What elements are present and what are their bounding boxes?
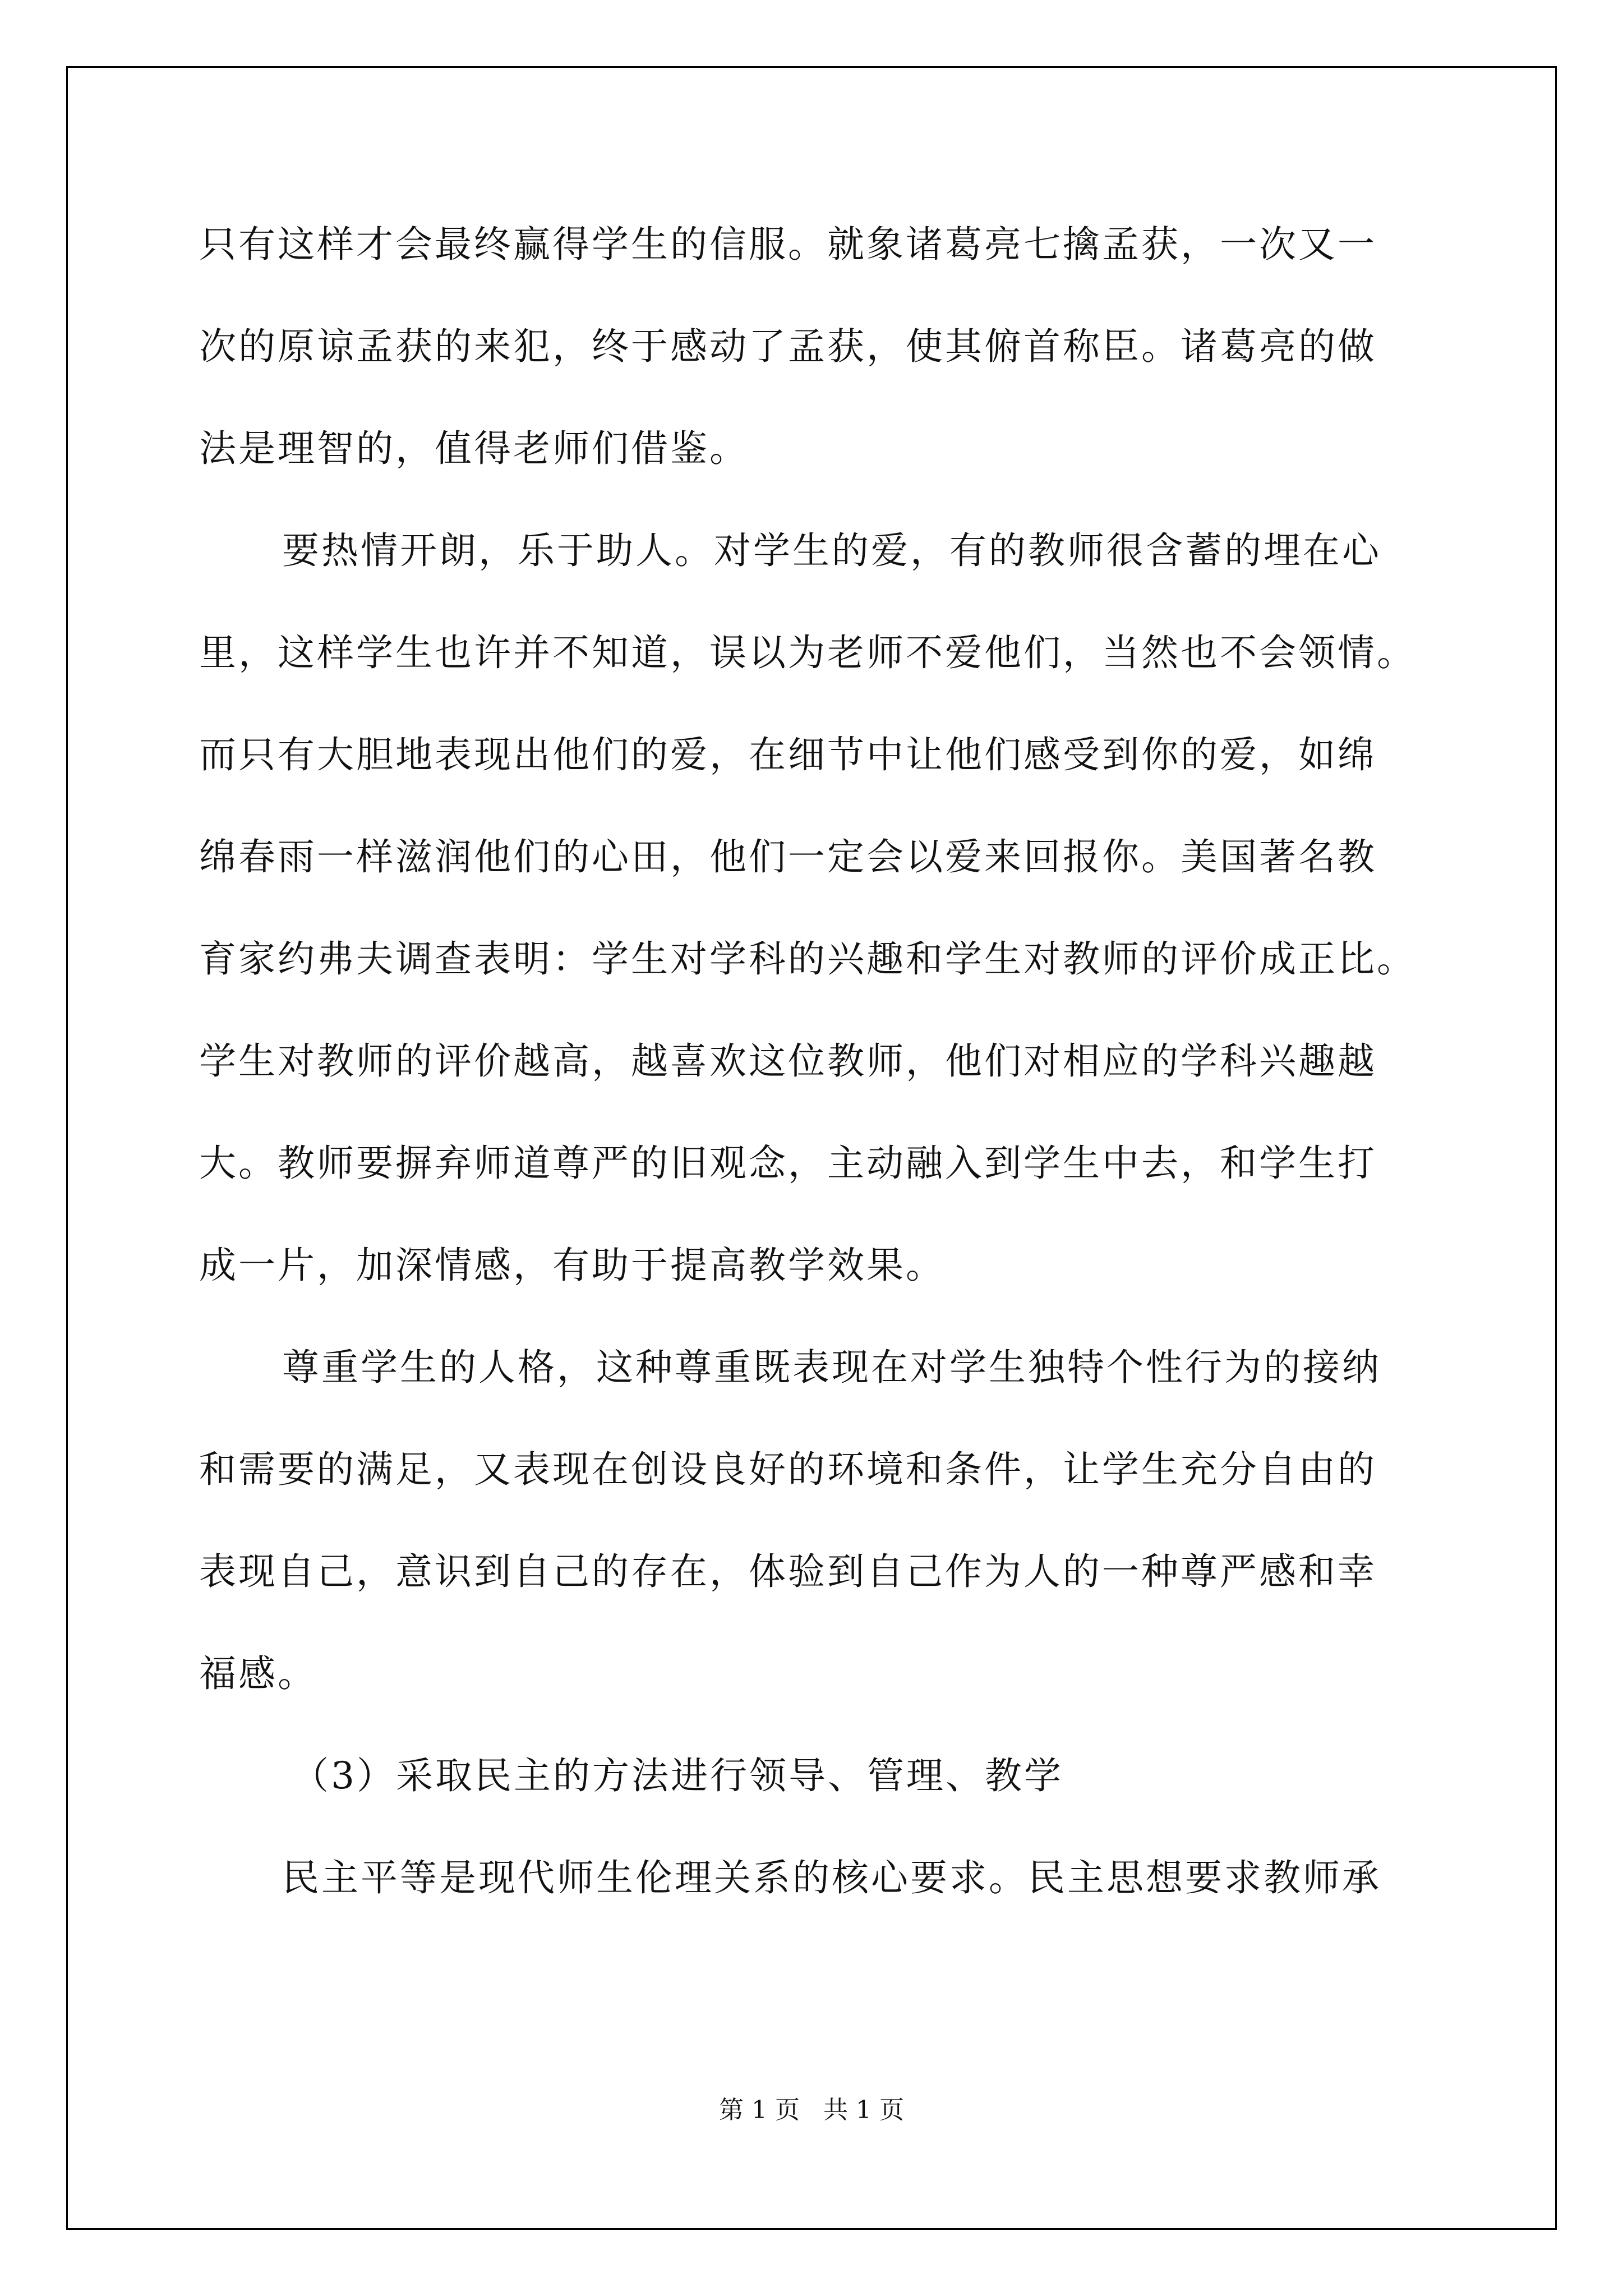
page-footer: [0, 2090, 1623, 2125]
text-line: 次的原谅孟获的来犯，终于感动了孟获，使其俯首称臣。诸葛亮的做: [199, 325, 1377, 368]
text-line: （3）采取民主的方法进行领导、管理、教学: [292, 1754, 1063, 1797]
text-line: 里，这样学生也许并不知道，误以为老师不爱他们，当然也不会领情。: [199, 631, 1416, 674]
text-line: 要热情开朗，乐于助人。对学生的爱，有的教师很含蓄的埋在心: [282, 529, 1381, 572]
text-line: 表现自己，意识到自己的存在，体验到自己作为人的一种尊严感和幸: [199, 1550, 1377, 1593]
text-line: 育家约弗夫调查表明：学生对学科的兴趣和学生对教师的评价成正比。: [199, 937, 1416, 981]
page-total: 共 1 页: [823, 2096, 904, 2124]
text-line: 成一片，加深情感，有助于提高教学效果。: [199, 1244, 945, 1287]
paragraph: [199, 1827, 1455, 1929]
text-line: 只有这样才会最终赢得学生的信服。就象诸葛亮七擒孟获，一次又一: [199, 223, 1377, 266]
paragraph: [199, 194, 1455, 500]
text-line: 和需要的满足，又表现在创设良好的环境和条件，让学生充分自由的: [199, 1448, 1377, 1491]
section-heading: [199, 1725, 1455, 1827]
text-line: 学生对教师的评价越高，越喜欢这位教师，他们对相应的学科兴趣越: [199, 1039, 1377, 1083]
text-line: 法是理智的，值得老师们借鉴。: [199, 427, 749, 470]
text-line: 绵春雨一样滋润他们的心田，他们一定会以爱来回报你。美国著名教: [199, 835, 1377, 878]
paragraph: [199, 1317, 1455, 1725]
text-line: 民主平等是现代师生伦理关系的核心要求。民主思想要求教师承: [282, 1856, 1381, 1899]
page-number: 第 1 页: [719, 2096, 800, 2124]
text-line: 福感。: [199, 1652, 317, 1695]
document-body: [199, 194, 1455, 1929]
text-line: 大。教师要摒弃师道尊严的旧观念，主动融入到学生中去，和学生打: [199, 1142, 1377, 1185]
paragraph: [199, 500, 1455, 1317]
text-line: 尊重学生的人格，这种尊重既表现在对学生独特个性行为的接纳: [282, 1346, 1381, 1389]
text-line: 而只有大胆地表现出他们的爱，在细节中让他们感受到你的爱，如绵: [199, 733, 1377, 776]
